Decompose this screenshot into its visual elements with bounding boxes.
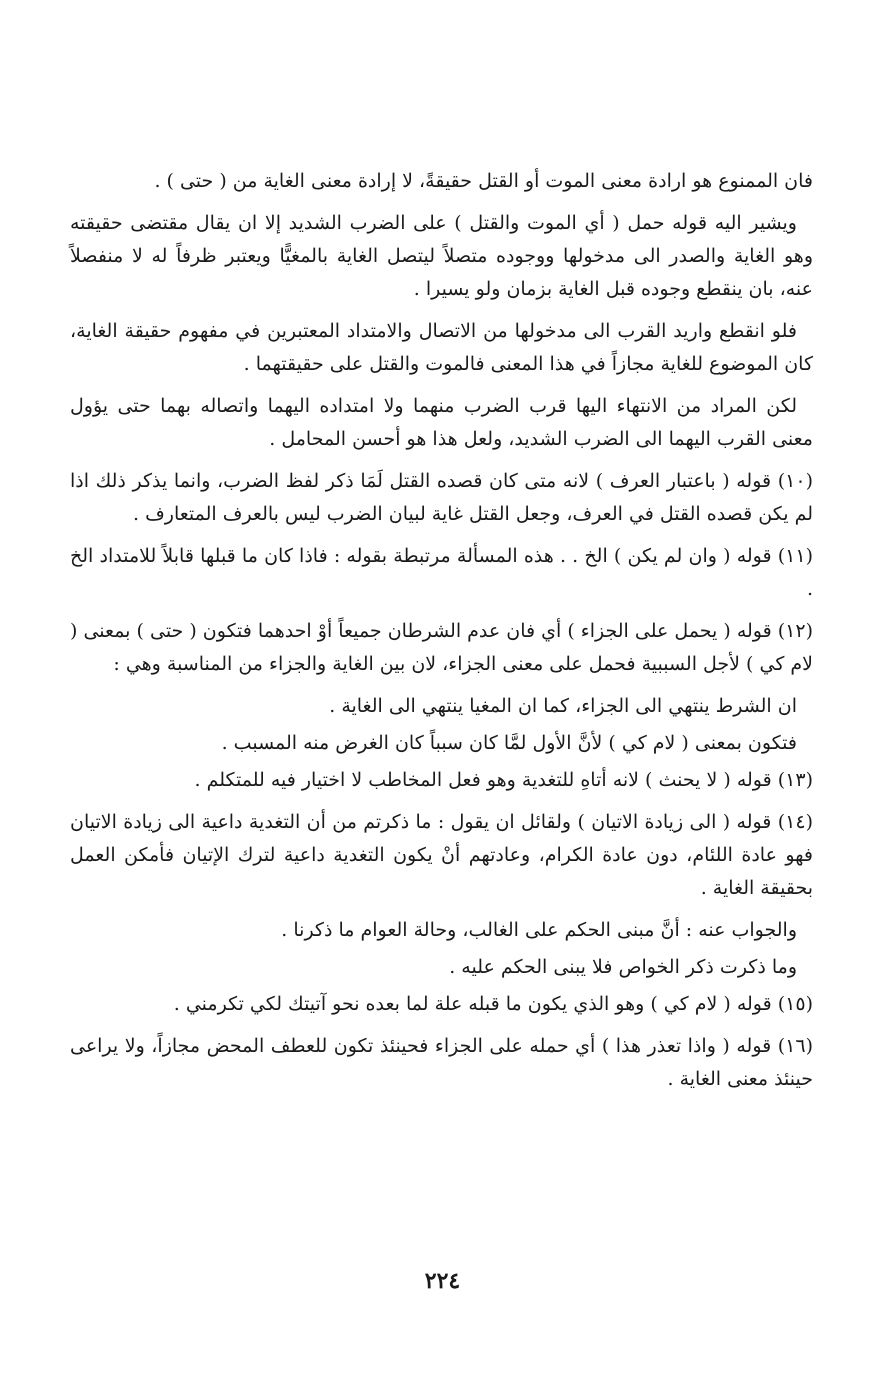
- footnote-12-subline: فتكون بمعنى ( لام كي ) لأنَّ الأول لمَّا كان سبباً كان الغرض منه المسبب .: [221, 732, 797, 754]
- paragraph: فلو انقطع واريد القرب الى مدخولها من الاتصال والامتداد المعتبرين في مفهوم حقيقة الغاية، كان الموضوع للغاية مجازاً في هذا المعنى فالموت والقتل على حقيقتهما .: [70, 320, 813, 375]
- paragraph: فان الممنوع هو ارادة معنى الموت أو القتل حقيقةً، لا إرادة معنى الغاية من ( حتى ) .: [154, 170, 813, 192]
- footnote-15: (١٥) قوله ( لام كي ) وهو الذي يكون ما قبله علة لما بعده نحو آتيتك لكي تكرمني .: [173, 993, 813, 1015]
- page-number: ٢٢٤: [424, 1268, 461, 1294]
- paragraph: لكن المراد من الانتهاء اليها قرب الضرب منهما ولا امتداده اليهما واتصاله بهما حتى يؤول معنى القرب اليهما الى الضرب الشديد، ولعل هذا هو أحسن المحامل .: [70, 395, 813, 450]
- footnote-16: (١٦) قوله ( واذا تعذر هذا ) أي حمله على الجزاء فحينئذ تكون للعطف المحض مجازاً، ولا يراعى حينئذ معنى الغاية .: [70, 1035, 813, 1090]
- footnote-13: (١٣) قوله ( لا يحنث ) لانه أتاهِ للتغدية وهو فعل المخاطب لا اختيار فيه للمتكلم .: [194, 769, 813, 791]
- footnote-14-subline: والجواب عنه : أنَّ مبنى الحكم على الغالب، وحالة العوام ما ذكرنا .: [281, 919, 797, 941]
- footnote-11: (١١) قوله ( وان لم يكن ) الخ . . هذه المسألة مرتبطة بقوله : فاذا كان ما قبلها قابلاً للامتداد الخ .: [70, 545, 813, 600]
- footnote-12: (١٢) قوله ( يحمل على الجزاء ) أي فان عدم الشرطان جميعاً أوْ احدهما فتكون ( حتى ) بمعنى ( لام كي ) لأجل السببية فحمل على معنى الجزاء، لان بين الغاية والجزاء من المناسبة وهي :: [70, 620, 813, 675]
- footnote-14: (١٤) قوله ( الى زيادة الاتيان ) ولقائل ان يقول : ما ذكرتم من أن التغدية داعية الى زيادة الاتيان فهو عادة اللئام، دون عادة الكرام، وعادتهم أنْ يكون التغدية داعية لترك الإتيان فأمكن العمل بحقيقة الغاية .: [70, 811, 813, 899]
- footnote-10: (١٠) قوله ( باعتبار العرف ) لانه متى كان قصده القتل لَمَا ذكر لفظ الضرب، وانما يذكر ذلك اذا لم يكن قصده القتل في العرف، وجعل القتل غاية لبيان الضرب ليس بالعرف المتعارف .: [70, 470, 813, 525]
- paragraph: ويشير اليه قوله حمل ( أي الموت والقتل ) على الضرب الشديد إلا ان يقال مقتضى حقيقته وهو الغاية والصدر الى مدخولها ووجوده متصلاً ليتصل الغاية بالمغيًّا ويعتبر ظرفاً له لا منفصلاً عنه، بان ينقطع وجوده قبل الغاية بزمان ولو يسيرا .: [70, 212, 813, 300]
- footnote-12-subline: ان الشرط ينتهي الى الجزاء، كما ان المغيا ينتهي الى الغاية .: [329, 695, 797, 717]
- footnote-14-subline: وما ذكرت ذكر الخواص فلا يبنى الحكم عليه .: [449, 956, 797, 978]
